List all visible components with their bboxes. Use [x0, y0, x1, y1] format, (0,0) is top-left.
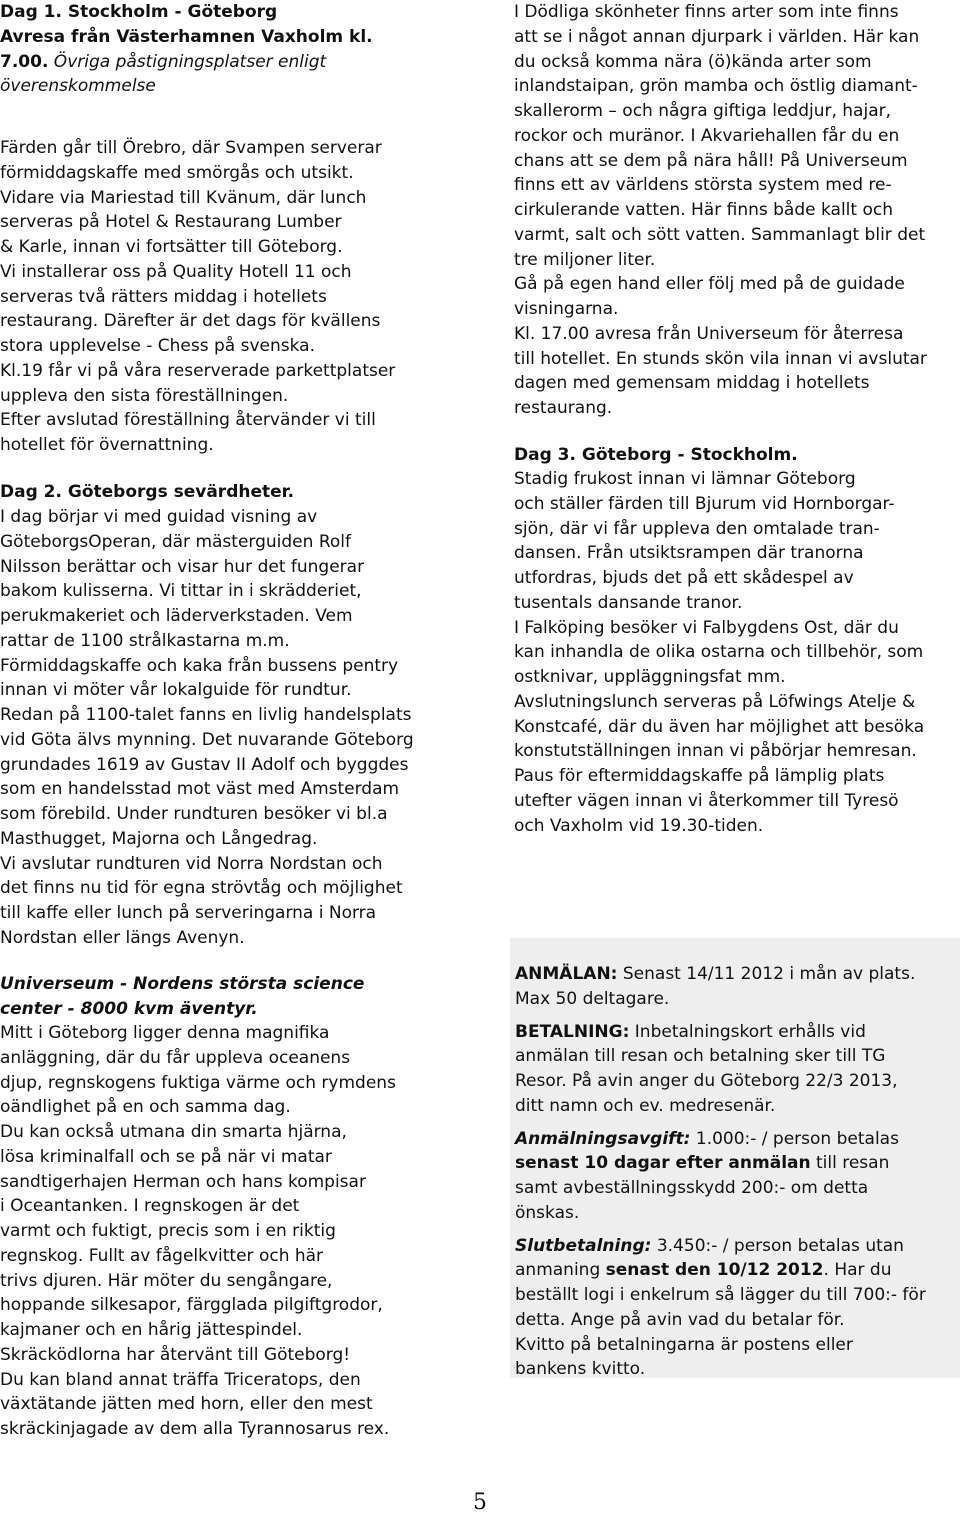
text-line: utefter vägen innan vi återkommer till Tyresö: [514, 790, 899, 811]
text-line: Mitt i Göteborg ligger denna magnifika: [0, 1023, 330, 1043]
text-line: hotellet för övernattning.: [0, 435, 214, 455]
text-line: trivs djuren. Här möter du sengångare,: [0, 1270, 333, 1291]
text-line: det finns nu tid för egna strövtåg och möjlighet: [0, 878, 403, 899]
text-line: skräckinjagade av dem alla Tyrannosarus rex.: [0, 1419, 390, 1439]
text-line: kan inhandla de olika ostarna och tillbehör, som: [514, 642, 924, 663]
text-line: tusentals dansande tranor.: [514, 592, 743, 613]
text-line: cirkulerande vatten. Här finns både kallt och: [514, 200, 893, 220]
text-line: skallerorm – och några giftiga leddjur, hajar,: [514, 101, 892, 121]
text-line: restaurang. Därefter är det dags för kvällens: [0, 311, 381, 332]
payment-detail: anmälan till resan och betalning sker till TG: [515, 1046, 886, 1067]
final-payment-line: Slutbetalning: 3.450:- / person betalas utan: [515, 1235, 904, 1256]
text-line: GöteborgsOperan, där mästerguiden Rolf: [0, 531, 351, 552]
text-line: dansen. Från utsiktsrampen där tranorna: [514, 543, 864, 564]
text-line: inlandstaipan, grön mamba och östlig diamant-: [514, 76, 918, 97]
text-line: Vidare via Mariestad till Kvänum, där lunch: [0, 187, 367, 208]
text-line: Gå på egen hand eller följ med på de guidade: [514, 274, 905, 295]
text-line: regnskog. Fullt av fågelkvitter och här: [0, 1245, 324, 1266]
text-line: och ställer färden till Bjurum vid Hornborgar-: [514, 493, 895, 514]
day1-departure: Avresa från Västerhamnen Vaxholm kl.: [0, 26, 373, 47]
text-line: serveras på Hotel & Restaurang Lumber: [0, 212, 342, 233]
universeum-heading: [0, 972, 498, 1022]
text-line: visningarna.: [514, 299, 619, 319]
text-line: tre miljoner liter.: [514, 249, 656, 270]
text-line: Nilsson berättar och visar hur det fungerar: [0, 556, 365, 577]
text-line: innan vi möter vår lokalguide för rundtur.: [0, 680, 352, 701]
text-line: Kl. 17.00 avresa från Universeum för återresa: [514, 323, 904, 344]
text-line: Nordstan eller längs Avenyn.: [0, 927, 245, 948]
text-line: vid Göta älvs mynning. Det nuvarande Göteborg: [0, 729, 414, 750]
text-line: varmt, salt och sött vatten. Sammanlagt blir det: [514, 224, 926, 245]
text-line: du också komma nära (ö)kända arter som: [514, 51, 872, 72]
text-line: i Oceantanken. I regnskogen är det: [0, 1196, 300, 1217]
payment-detail: ditt namn och ev. medresenär.: [515, 1095, 776, 1116]
day1-departure-time: 7.00. Övriga påstigningsplatser enligt: [0, 51, 327, 72]
text-line: sjön, där vi får uppleva den omtalade tran-: [514, 518, 880, 539]
text-line: konstutställningen innan vi påbörjar hemresan.: [514, 741, 917, 762]
text-line: som förebild. Under rundturen besöker vi bl.a: [0, 804, 388, 824]
text-line: finns ett av världens största system med re-: [514, 175, 892, 196]
text-line: uppleva den sista föreställningen.: [0, 385, 289, 406]
text-line: Redan på 1100-talet fanns en livlig handelsplats: [0, 705, 412, 725]
final-payment-detail: bankens kvitto.: [515, 1359, 646, 1380]
booking-info: [515, 962, 955, 1382]
text-line: bakom kulisserna. Vi tittar in i skrädderiet,: [0, 581, 362, 602]
text-line: I Dödliga skönheter finns arter som inte finns: [514, 2, 899, 22]
max-participants: Max 50 deltagare.: [515, 988, 670, 1009]
text-line: Masthugget, Majorna och Långedrag.: [0, 828, 318, 849]
universeum-title-line: Universeum - Nordens största science: [0, 974, 365, 994]
day2-title: Dag 2. Göteborgs sevärdheter.: [0, 482, 295, 502]
day3-title: Dag 3. Göteborg - Stockholm.: [514, 445, 798, 465]
day1-departure-note: överenskommelse: [0, 76, 156, 97]
text-line: serveras två rätters middag i hotellets: [0, 286, 327, 307]
universeum-body: [0, 1021, 498, 1442]
registration-fee-detail: önskas.: [515, 1202, 580, 1223]
day3-body: [514, 467, 960, 838]
text-line: Konstcafé, där du även har möjlighet att besöka: [514, 716, 925, 737]
text-line: restaurang.: [514, 398, 613, 418]
day1-title: Dag 1. Stockholm - Göteborg: [0, 2, 278, 22]
text-line: grundades 1619 av Gustav II Adolf och byggdes: [0, 754, 409, 775]
text-line: Färden går till Örebro, där Svampen serverar: [0, 138, 382, 158]
page-number: 5: [473, 1490, 487, 1515]
final-payment-detail: beställt logi i enkelrum så lägger du till 700:- för: [515, 1285, 926, 1305]
final-payment-deadline: anmaning senast den 10/12 2012. Har du: [515, 1260, 892, 1281]
text-line: Förmiddagskaffe och kaka från bussens pentry: [0, 655, 399, 676]
text-line: I dag börjar vi med guidad visning av: [0, 507, 318, 527]
text-line: förmiddagskaffe med smörgås och utsikt.: [0, 162, 354, 183]
text-line: Vi avslutar rundturen vid Norra Nordstan och: [0, 853, 383, 874]
text-line: till kaffe eller lunch på serveringarna i Norra: [0, 903, 377, 923]
registration-fee-deadline: senast 10 dagar efter anmälan till resan: [515, 1153, 890, 1174]
text-line: djup, regnskogens fuktiga värme och rymdens: [0, 1072, 396, 1093]
text-line: Du kan bland annat träffa Triceratops, den: [0, 1369, 361, 1390]
text-line: & Karle, innan vi fortsätter till Göteborg.: [0, 237, 343, 257]
payment-detail: Resor. På avin anger du Göteborg 22/3 2013,: [515, 1071, 898, 1091]
registration-fee-line: Anmälningsavgift: 1.000:- / person betalas: [515, 1128, 899, 1149]
text-line: rockor och muränor. I Akvariehallen får du en: [514, 125, 900, 146]
final-payment-detail: detta. Ange på avin vad du betalar för.: [515, 1309, 845, 1330]
text-line: kajmaner och en hårig jättespindel.: [0, 1320, 303, 1340]
text-line: till hotellet. En stunds skön vila innan vi avslutar: [514, 348, 927, 369]
text-line: som en handelsstad mot väst med Amsterdam: [0, 779, 400, 800]
text-line: stora upplevelse - Chess på svenska.: [0, 336, 315, 356]
text-line: sandtigerhajen Herman och hans kompisar: [0, 1171, 366, 1192]
text-line: växtätande jätten med horn, eller den mest: [0, 1394, 373, 1415]
day1-section: [0, 0, 498, 99]
text-line: ostknivar, uppläggningsfat mm.: [514, 667, 786, 687]
text-line: I Falköping besöker vi Falbygdens Ost, där du: [514, 617, 899, 638]
text-line: hoppande silkesapor, färgglada pilgiftgrodor,: [0, 1295, 383, 1316]
text-line: lösa kriminalfall och se på när vi matar: [0, 1146, 332, 1167]
text-line: oändlighet på en och samma dag.: [0, 1097, 291, 1118]
text-line: Vi installerar oss på Quality Hotell 11 och: [0, 261, 352, 282]
text-line: utfordras, bjuds det på ett skådespel av: [514, 568, 854, 588]
text-line: anläggning, där du får uppleva oceanens: [0, 1047, 351, 1068]
text-line: perukmakeriet och läderverkstaden. Vem: [0, 606, 353, 626]
registration-fee-detail: samt avbeställningsskydd 200:- om detta: [515, 1178, 869, 1198]
day2-body: [0, 505, 498, 951]
text-line: Paus för eftermiddagskaffe på lämplig plats: [514, 766, 885, 786]
text-line: Kl.19 får vi på våra reserverade parkettplatser: [0, 360, 396, 381]
day1-body: [0, 136, 498, 458]
text-line: Efter avslutad föreställning återvänder vi till: [0, 410, 376, 431]
text-line: chans att se dem på nära håll! På Universeum: [514, 150, 908, 171]
text-line: rattar de 1100 strålkastarna m.m.: [0, 630, 290, 651]
universeum-title-line: center - 8000 kvm äventyr.: [0, 998, 258, 1019]
text-line: varmt och fuktigt, precis som i en riktig: [0, 1221, 336, 1241]
universeum-continued: [514, 0, 960, 421]
payment-line: BETALNING: Inbetalningskort erhålls vid: [515, 1021, 866, 1042]
text-line: Avslutningslunch serveras på Löfwings Atelje &: [514, 691, 916, 712]
text-line: dagen med gemensam middag i hotellets: [514, 373, 870, 394]
text-line: Stadig frukost innan vi lämnar Göteborg: [514, 469, 856, 489]
day3-section: [514, 443, 960, 468]
text-line: Skräcködlorna har återvänt till Göteborg!: [0, 1344, 351, 1365]
day2-section: [0, 480, 498, 505]
text-line: att se i något annan djurpark i världen. Här kan: [514, 26, 920, 47]
registration-line: ANMÄLAN: Senast 14/11 2012 i mån av plats.: [515, 964, 916, 984]
text-line: Du kan också utmana din smarta hjärna,: [0, 1122, 347, 1142]
text-line: och Vaxholm vid 19.30-tiden.: [514, 815, 764, 836]
final-payment-detail: Kvitto på betalningarna är postens eller: [515, 1334, 853, 1355]
